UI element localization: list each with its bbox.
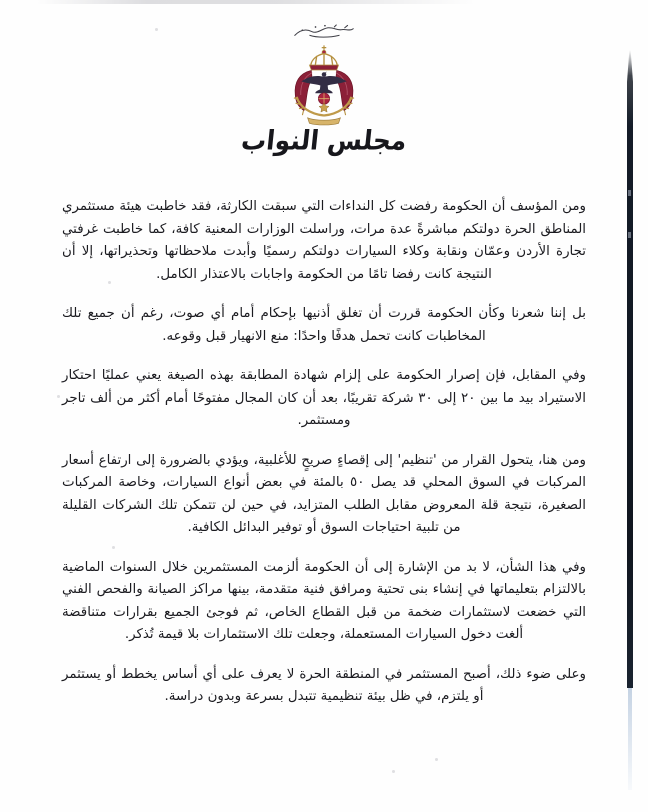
letterhead	[0, 24, 648, 155]
paragraph-6: وعلى ضوء ذلك، أصبح المستثمر في المنطقة الحرة لا يعرف على أي أساس يخطط أو يستثمر أو يلتزم، في ظل بيئة تنظيمية تتبدل بسرعة وبدون دراسة.	[62, 666, 586, 704]
scan-speck	[392, 770, 395, 773]
scan-speck	[57, 395, 60, 398]
scan-artifact-strip	[627, 50, 633, 688]
organization-name: مجلس النواب	[239, 124, 409, 157]
paragraph-2: بل إننا شعرنا وكأن الحكومة قررت أن تغلق أذنيها بإحكام أمام أي صوت، رغم أن جميع تلك المخاطبات كانت تحمل هدفًا واحدًا: منع الانهيار قبل وقوعه.	[62, 306, 586, 344]
scan-artifact-tail	[628, 688, 632, 790]
letter-body	[62, 196, 586, 726]
jordan-coat-of-arms-icon	[269, 44, 379, 126]
paragraph-4: ومن هنا، يتحول القرار من 'تنظيم' إلى إقصاءٍ صريحٍ للأغلبية، ويؤدي بالضرورة إلى ارتفاع أسعار المركبات في السوق المحلي قد يصل ٥٠ بالمئة في بعض أنواع السيارات، وخاصة المركبات الصغيرة، نتيجة قلة المعروض مقابل الطلب المتزايد، في حين لن تتمكن تلك الشركات القليلة من تلبية احتياجات السوق أو توفير البدائل الكافية.	[62, 452, 586, 535]
scan-speck	[112, 546, 115, 549]
paragraph-3: وفي المقابل، فإن إصرار الحكومة على إلزام شهادة المطابقة بهذه الصيغة يعني عمليًا احتكار الاستيراد بيد ما بين ٢٠ إلى ٣٠ شركة تقريبًا، بعد أن كان المجال مفتوحًا أمام أكثر من ألف تاجر ومستثمر.	[62, 368, 586, 428]
paragraph-1: ومن المؤسف أن الحكومة رفضت كل النداءات التي سبقت الكارثة، فقد خاطبت هيئة مستثمري المناطق الحرة دولتكم مباشرةً عدة مرات، وراسلت الوزارات المعنية كافة، كما خاطبت غرفتي تجارة الأردن وعمّان ونقابة وكلاء السيارات دولتكم رسميًا وأبدت ملاحظاتها وتحذيراتها، إلا أن النتيجة كانت رفضا تامًا من الحكومة واجابات بالاعتذار الكامل.	[62, 199, 586, 282]
scan-artifact-mark	[628, 232, 631, 238]
scan-artifact-mark	[628, 190, 631, 196]
scan-speck	[435, 758, 438, 761]
scan-speck	[155, 28, 158, 31]
paragraph-5: وفي هذا الشأن، لا بد من الإشارة إلى أن الحكومة ألزمت المستثمرين خلال السنوات الماضية بالالتزام بتعليماتها في إنشاء بنى تحتية ومرافق فنية متقدمة، بينها مراكز الصيانة والفحص الفني التي خضعت لاستثمارات ضخمة من قبل القطاع الخاص، ثم فوجئ الجميع بقرارات متناقضة ألغت دخول السيارات المستعملة، وجعلت تلك الاستثمارات بلا قيمة تُذكر.	[62, 559, 586, 642]
scan-smudge-top	[36, 0, 476, 4]
royal-cypher-calligraphy-icon	[291, 24, 357, 41]
scan-speck	[108, 281, 111, 284]
